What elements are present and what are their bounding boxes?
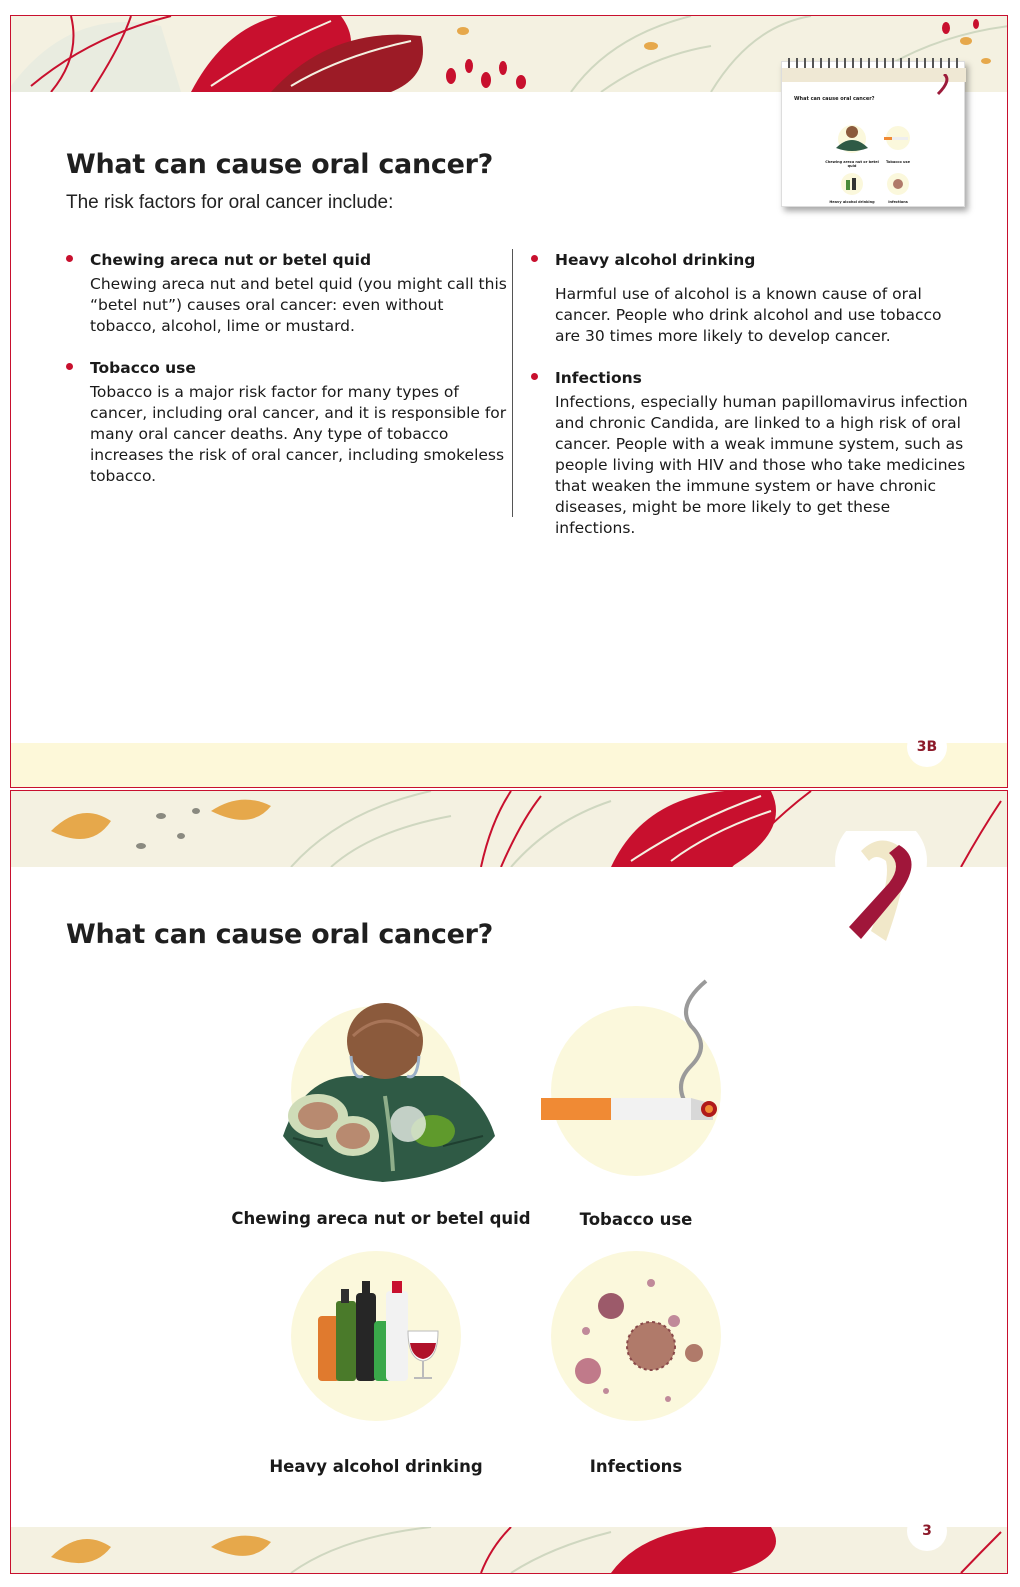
risk-factor-alcohol: [531, 249, 971, 347]
alcohol-bottles-icon: [316, 1281, 446, 1391]
figure-label-tobacco: Tobacco use: [579, 1210, 693, 1229]
bullet-icon: [66, 363, 73, 370]
figure-label-alcohol: Heavy alcohol drinking: [269, 1457, 483, 1476]
flipchart-page-3: [10, 790, 1008, 1574]
risk-factor-body: Infections, especially human papillomavirus infection and chronic Candida, are linked to a high risk of oral cancer. People with a weak immune system, such as people living with HIV and those who take medicines that weaken the immune system or have chronic diseases, might be more likely to get these infections.: [555, 393, 968, 537]
bullet-icon: [531, 373, 538, 380]
leaf-pattern-graphic: [11, 1527, 1007, 1573]
virus-icon: [566, 1261, 716, 1411]
thumbnail-ribbon-icon: [932, 74, 952, 96]
bullet-icon: [66, 255, 73, 262]
page-title: What can cause oral cancer?: [66, 919, 493, 950]
risk-factors-left-column: [66, 249, 511, 507]
figure-label-infections: Infections: [589, 1457, 683, 1476]
thumbnail-caption-tobacco: Tobacco use: [886, 160, 910, 164]
column-divider: [512, 249, 513, 517]
thumbnail-caption-alcohol: Heavy alcohol drinking: [829, 200, 875, 204]
flipchart-page-3b: [10, 15, 1008, 788]
figure-label-areca: Chewing areca nut or betel quid: [231, 1209, 531, 1228]
thumbnail-cigarette-icon: [880, 124, 916, 152]
risk-factor-heading: Chewing areca nut or betel quid: [90, 251, 372, 269]
risk-factor-heading: Heavy alcohol drinking: [555, 251, 756, 269]
risk-factor-heading: Infections: [555, 369, 642, 387]
risk-factor-tobacco: [66, 357, 511, 487]
thumbnail-areca-icon: [830, 122, 874, 156]
risk-factor-body: Chewing areca nut and betel quid (you might call this “betel nut”) causes oral cancer: even without tobacco, alcohol, lime or mustard.: [90, 275, 507, 335]
thumbnail-caption-areca: Chewing areca nut or betel quid: [825, 160, 879, 168]
risk-factor-body: Harmful use of alcohol is a known cause of oral cancer. People who drink alcohol and use tobacco are 30 times more likely to develop cancer.: [555, 285, 942, 345]
bullet-icon: [531, 255, 538, 262]
areca-nut-icon: [273, 996, 503, 1186]
cigarette-icon: [541, 976, 731, 1146]
thumbnail-caption-infections: Infections: [888, 200, 908, 204]
page-number: 3: [907, 1511, 947, 1551]
flipchart-thumbnail: [781, 61, 965, 207]
risk-factor-body: Tobacco is a major risk factor for many types of cancer, including oral cancer, and it is responsible for many oral cancer deaths. Any type of tobacco increases the risk of oral cancer, including smokeless tobacco.: [90, 383, 507, 485]
footer-strip: [11, 739, 1007, 787]
page-title: What can cause oral cancer?: [66, 149, 493, 180]
awareness-ribbon-icon: [831, 831, 931, 951]
risk-factors-right-column: [531, 249, 971, 559]
thumbnail-virus-icon: [884, 172, 912, 196]
leaf-pattern-footer: [11, 1527, 1007, 1573]
spiral-binding-icon: [786, 58, 962, 68]
thumbnail-title: What can cause oral cancer?: [794, 96, 875, 102]
risk-factor-areca: [66, 249, 511, 337]
thumbnail-bottles-icon: [838, 172, 866, 196]
page-tag: 3B: [907, 727, 947, 767]
risk-factor-infections: [531, 367, 971, 539]
risk-factor-heading: Tobacco use: [90, 359, 196, 377]
page-subtitle: The risk factors for oral cancer include:: [66, 192, 394, 213]
